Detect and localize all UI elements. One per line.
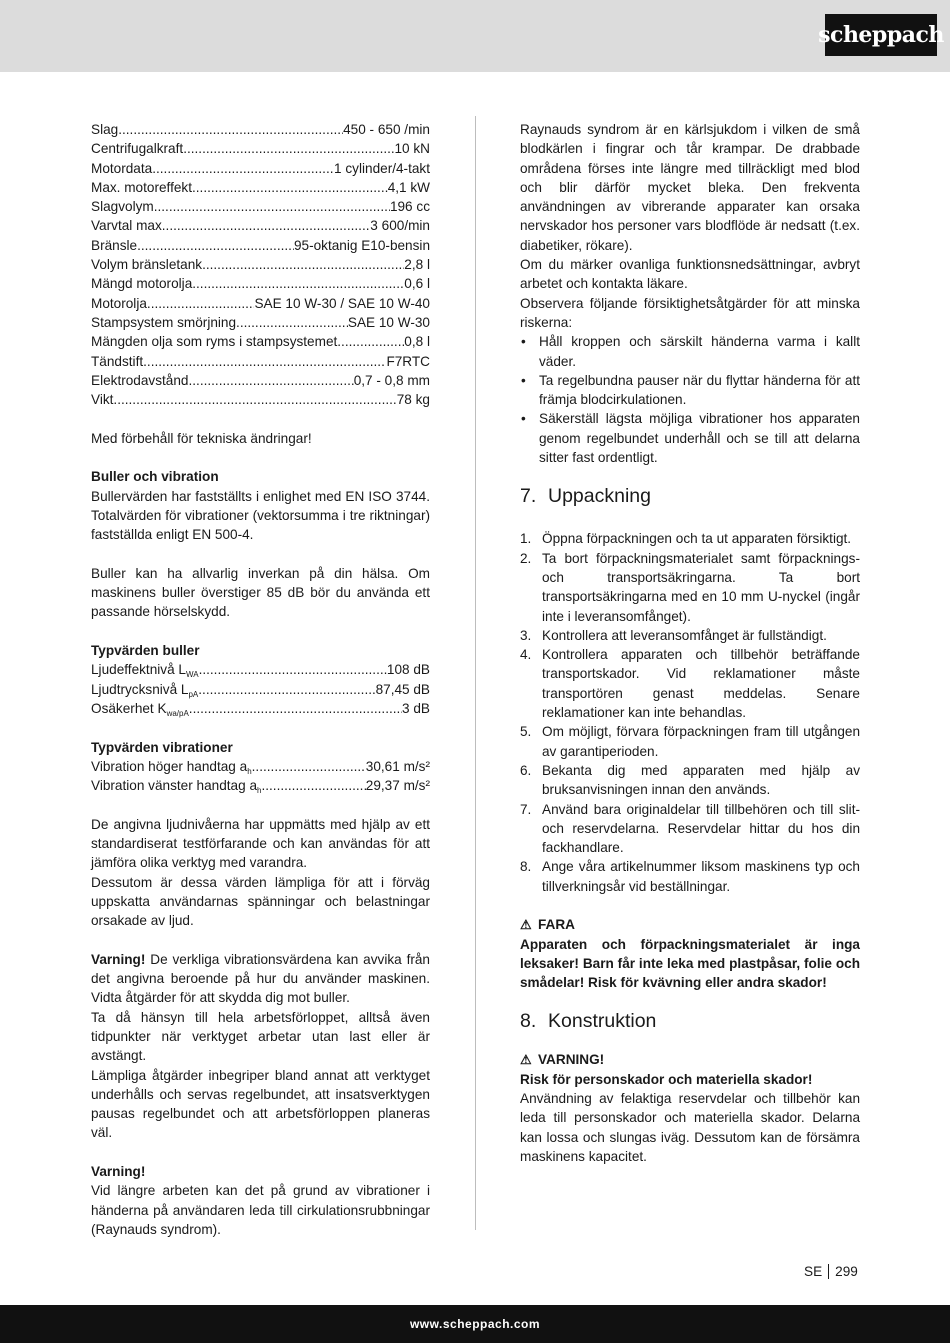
noise-label: Ljudeffektnivå L — [91, 662, 186, 678]
warning-paragraph: Vid längre arbeten kan det på grund av vibrationer i händerna på användaren leda till cirkulationsrubbningar (Raynauds syndrom). — [91, 1183, 430, 1237]
vib-value: 30,61 m/s² — [365, 758, 430, 774]
spec-list — [91, 120, 430, 409]
spec-value: 450 - 650 /min — [343, 122, 430, 137]
typ-noise-heading: Typvärden buller — [91, 643, 200, 659]
spec-value: 0,6 l — [404, 276, 430, 292]
spec-value: 3 600/min — [370, 218, 430, 234]
construction-paragraph: Användning av felaktiga reservdelar och tillbehör kan leda till personskador och materiella skador. Delarna kan lossa och slungas iväg. Dessutom kan de försämra maskinens kapacitet. — [520, 1091, 860, 1164]
warning-paragraph — [91, 950, 430, 1008]
page-value: 299 — [835, 1264, 858, 1279]
spec-row — [91, 120, 430, 139]
noise-label: Ljudtrycksnivå L — [91, 681, 189, 697]
precaution-list — [520, 332, 860, 467]
noise-paragraph: Buller kan ha allvarlig inverkan på din hälsa. Om maskinens buller överstiger 85 dB bör du använda ett passande hörselskydd. — [91, 565, 430, 620]
spec-label: Vikt — [91, 392, 114, 408]
vib-value: 29,37 m/s² — [365, 778, 430, 794]
header-band — [0, 0, 950, 72]
warning-text: De verkliga vibrationsvärdena kan avvika från det angivna beroende på hur du använder maskinen. Vidta åtgärder för att skydda dig mot buller. — [91, 951, 430, 1006]
raynaud-paragraph: Om du märker ovanliga funktionsnedsättningar, avbryt arbetet och kontakta läkare. — [520, 257, 860, 292]
spec-row — [91, 216, 430, 235]
warning-heading: ⚠ VARNING! — [520, 1050, 860, 1069]
footer-band — [0, 1305, 950, 1343]
spec-label: Volym bränsletank — [91, 257, 203, 273]
spec-value: F7RTC — [386, 353, 430, 369]
vib-row — [91, 776, 430, 795]
spec-label: Mängden olja som ryms i stampsystemet — [91, 334, 338, 350]
spec-row — [91, 236, 430, 255]
spec-label: Slag — [91, 122, 119, 137]
vib-sub: h — [257, 786, 262, 796]
spec-value: 1 cylinder/4-takt — [334, 160, 430, 176]
list-item: 1. Öppna förpackningen och ta ut apparaten försiktigt. — [520, 531, 852, 547]
spec-label: Centrifugalkraft — [91, 141, 184, 157]
list-item: 7. Använd bara originaldelar till tillbehören och till slit- och reservdelarna. Reservdelar hittar du hos din fackhandlare. — [520, 801, 860, 856]
warning-triangle-icon: ⚠ — [520, 917, 532, 933]
noise-sub: pA — [188, 689, 199, 699]
spec-row — [91, 352, 430, 371]
spec-row — [91, 274, 430, 293]
noise-paragraph: Bullervärden har fastställts i enlighet med EN ISO 3744. Totalvärden för vibrationer (vektorsumma i tre riktningar) fastställda enligt EN 500-4. — [91, 488, 430, 543]
spec-value: 0,8 l — [404, 334, 430, 350]
typ-vib-heading: Typvärden vibrationer — [91, 739, 233, 755]
raynaud-paragraph: Observera följande försiktighetsåtgärder för att minska riskerna: — [520, 295, 860, 330]
spec-row — [91, 197, 430, 216]
spec-row — [91, 390, 430, 409]
spec-value: 78 kg — [396, 392, 430, 408]
website-link[interactable]: www.scheppach.com — [409, 1317, 541, 1331]
danger-text: Apparaten och förpackningsmaterialet är inga leksaker! Barn får inte leka med plastpåsar, folie och smådelar! Risk för kvävning eller andra skador! — [520, 936, 860, 991]
noise-sub: WA — [185, 670, 199, 680]
spec-value: 2,8 l — [404, 257, 430, 273]
list-item: 8. Ange våra artikelnummer liksom maskinens typ och tillverkningsår vid beställningar. — [520, 859, 860, 894]
list-item: 5. Om möjligt, förvara förpackningen fram till utgången av garantiperioden. — [520, 724, 860, 759]
spec-label: Max. motoreffekt — [91, 179, 192, 195]
list-item: 2. Ta bort förpackningsmaterialet samt förpacknings- och transportsäkringarna. Ta bort transportsäkringarna med en 10 mm U-nyckel (ingår inte i leveransomfånget). — [520, 550, 860, 624]
warning-subheading: Risk för personskador och materiella skador! — [520, 1071, 813, 1087]
spec-label: Slagvolym — [91, 199, 154, 215]
spec-row — [91, 159, 430, 178]
spec-row — [91, 332, 430, 351]
spec-row — [91, 139, 430, 158]
list-item: 4. Kontrollera apparaten och tillbehör beträffande transportskador. Vid reklamationer måste transportören genast meddelas. Senare reklamationer kan inte behandlas. — [520, 647, 860, 721]
spec-value: 4,1 kW — [387, 179, 430, 195]
spec-value: 0,7 - 0,8 mm — [353, 372, 430, 388]
noise-sub: wa/pA — [166, 708, 189, 718]
raynaud-paragraph: Raynauds syndrom är en kärlsjukdom i vilken de små blodkärlen i fingrar och tår krampar. De drabbade områdena förses inte längre med tillräckligt med blod och blir därför mycket bleka. Den frekventa användningen av vibrerande apparater kan orsaka nervskador hos personer vars blodflöde är nedsatt (t.ex. diabetiker, rökare). — [520, 122, 860, 253]
spec-label: Stampsystem smörjning — [91, 314, 237, 330]
list-item: 3. Kontrollera att leveransomfånget är fullständigt. — [520, 627, 827, 643]
vib-sub: h — [247, 766, 252, 776]
section-heading-7: 7. Uppackning — [520, 485, 651, 508]
spec-row — [91, 178, 430, 197]
spec-label: Tändstift — [91, 353, 144, 369]
list-item: • Säkerställ lägsta möjliga vibrationer hos apparaten genom regelbundet underhåll och se till att delarna sitter fast ordentligt. — [520, 409, 860, 467]
list-item: • Håll kroppen och särskilt händerna varma i kallt väder. — [520, 332, 860, 371]
section-heading-8: 8. Konstruktion — [520, 1010, 657, 1033]
spec-label: Mängd motorolja — [91, 276, 193, 292]
danger-heading: ⚠ FARA — [520, 915, 860, 934]
spec-value: SAE 10 W-30 / SAE 10 W-40 — [254, 295, 430, 311]
vib-row — [91, 757, 430, 776]
list-item: • Ta regelbundna pauser när du flyttar händerna för att främja blodcirkulationen. — [520, 371, 860, 410]
reserve-note: Med förbehåll för tekniska ändringar! — [91, 430, 312, 446]
spec-row — [91, 294, 430, 313]
noise-value: 108 dB — [386, 662, 430, 678]
spec-row — [91, 255, 430, 274]
noise-row — [91, 680, 430, 699]
spec-label: Bränsle — [91, 237, 138, 253]
spec-value: SAE 10 W-30 — [347, 314, 430, 330]
measure-paragraph: Dessutom är dessa värden lämpliga för att i förväg uppskatta användarnas spänningar och belastningar orsakade av ljud. — [91, 874, 430, 929]
language-code: SE — [804, 1264, 823, 1279]
unpacking-steps — [520, 529, 860, 896]
spec-value: 196 cc — [389, 199, 430, 215]
warning-lead: Varning! — [91, 951, 146, 967]
vib-label: Vibration höger handtag a — [91, 758, 248, 774]
spec-label: Motordata — [91, 160, 153, 176]
vib-label: Vibration vänster handtag a — [91, 778, 258, 794]
warning-paragraph: Lämpliga åtgärder inbegriper bland annat att verktyget underhålls och servas regelbundet, att insatsverktygen pausas regelbundet och att arbetsförloppen planeras väl. — [91, 1067, 430, 1141]
noise-row — [91, 699, 430, 718]
list-item: 6. Bekanta dig med apparaten med hjälp av bruksanvisningen innan den används. — [520, 762, 860, 798]
brand-logo: scheppach — [825, 14, 937, 56]
spec-value: 95-oktanig E10-bensin — [293, 237, 430, 253]
noise-value: 3 dB — [402, 700, 430, 716]
warning-lead: Varning! — [91, 1164, 146, 1180]
left-column — [91, 120, 430, 1239]
page-number — [804, 1264, 858, 1279]
column-divider — [475, 116, 476, 1230]
spec-value: 10 kN — [394, 141, 430, 157]
spec-row — [91, 313, 430, 332]
spec-row — [91, 371, 430, 390]
spec-label: Varvtal max. — [91, 218, 166, 234]
spec-label: Motorolja — [91, 295, 147, 311]
warning-triangle-icon: ⚠ — [520, 1052, 532, 1068]
warning-paragraph: Ta då hänsyn till hela arbetsförloppet, alltså även tidpunkter när verktyget arbetar utan last eller är avstängt. — [91, 1009, 430, 1064]
noise-value: 87,45 dB — [375, 681, 430, 697]
noise-row — [91, 660, 430, 679]
measure-paragraph: De angivna ljudnivåerna har uppmätts med hjälp av ett standardiserat testförfarande och kan användas för att jämföra olika verktyg med varandra. — [91, 816, 430, 871]
noise-label: Osäkerhet K — [91, 700, 167, 716]
noise-heading: Buller och vibration — [91, 469, 219, 485]
right-column — [520, 120, 860, 1166]
spec-label: Elektrodavstånd — [91, 372, 189, 388]
